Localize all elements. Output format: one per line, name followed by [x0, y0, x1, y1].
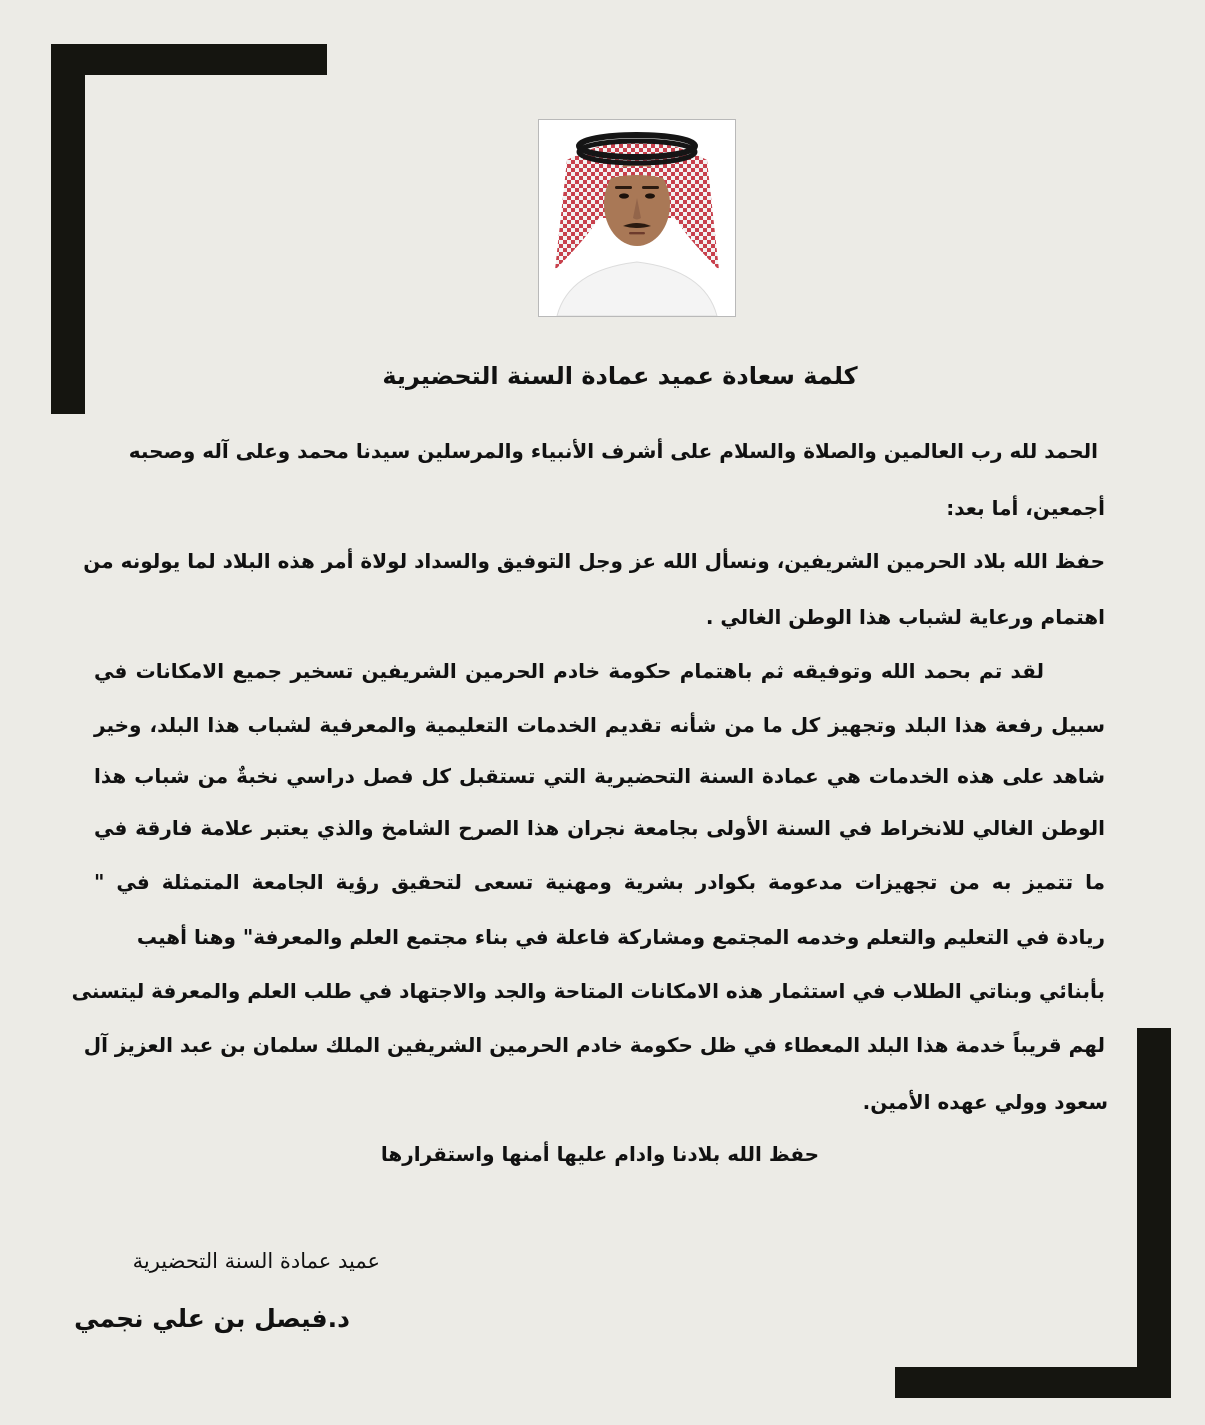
letter-line-9: ما تتميز به من تجهيزات مدعومة بكوادر بشرية ومهنية تسعى لتحقيق رؤية الجامعة المتمثلة في "	[94, 870, 1105, 894]
frame-top-left-vertical	[51, 44, 85, 414]
letter-line-1: الحمد لله رب العالمين والصلاة والسلام على أشرف الأنبياء والمرسلين سيدنا محمد وعلى آله وصحبه	[128, 439, 1098, 463]
letter-line-10: ريادة في التعليم والتعلم وخدمه المجتمع ومشاركة فاعلة في بناء مجتمع العلم والمعرفة" وهنا أهيب	[136, 925, 1105, 949]
letter-line-12: لهم قريباً خدمة هذا البلد المعطاء في ظل حكومة خادم الحرمين الشريفين الملك سلمان بن عبد العزيز آل	[83, 1033, 1105, 1057]
dean-portrait	[538, 119, 736, 317]
letter-line-4: اهتمام ورعاية لشباب هذا الوطن الغالي .	[705, 605, 1105, 629]
letter-closing-prayer: حفظ الله بلادنا وادام عليها أمنها واستقرارها	[380, 1142, 820, 1166]
letter-line-2: أجمعين، أما بعد:	[946, 496, 1105, 520]
signature-title: عميد عمادة السنة التحضيرية	[132, 1249, 380, 1273]
signature-name: د.فيصل بن علي نجمي	[74, 1304, 350, 1333]
frame-top-left-horizontal	[51, 44, 327, 75]
letter-line-5: لقد تم بحمد الله وتوفيقه ثم باهتمام حكومة خادم الحرمين الشريفين تسخير جميع الامكانات في	[94, 659, 1044, 683]
letter-line-11: بأبنائي وبناتي الطلاب في استثمار هذه الامكانات المتاحة والجد والاجتهاد في طلب العلم والمعرفة ليتسنى	[71, 979, 1105, 1003]
letter-line-6: سبيل رفعة هذا البلد وتجهيز كل ما من شأنه تقديم الخدمات التعليمية والمعرفية لشباب هذا البلد، وخير	[94, 713, 1105, 737]
letter-line-3: حفظ الله بلاد الحرمين الشريفين، ونسأل الله عز وجل التوفيق والسداد لولاة أمر هذه البلاد لما يولونه من	[83, 549, 1105, 573]
letter-line-7: شاهد على هذه الخدمات هي عمادة السنة التحضيرية التي تستقبل كل فصل دراسي نخبةٌ من شباب هذا	[94, 764, 1105, 788]
frame-bottom-right-vertical	[1137, 1028, 1171, 1398]
letter-heading: كلمة سعادة عميد عمادة السنة التحضيرية	[382, 362, 858, 390]
letter-line-13: سعود وولي عهده الأمين.	[862, 1090, 1108, 1114]
frame-bottom-right-horizontal	[895, 1367, 1171, 1398]
letter-line-8: الوطن الغالي للانخراط في السنة الأولى بجامعة نجران هذا الصرح الشامخ والذي يعتبر علامة فارقة في	[94, 816, 1105, 840]
